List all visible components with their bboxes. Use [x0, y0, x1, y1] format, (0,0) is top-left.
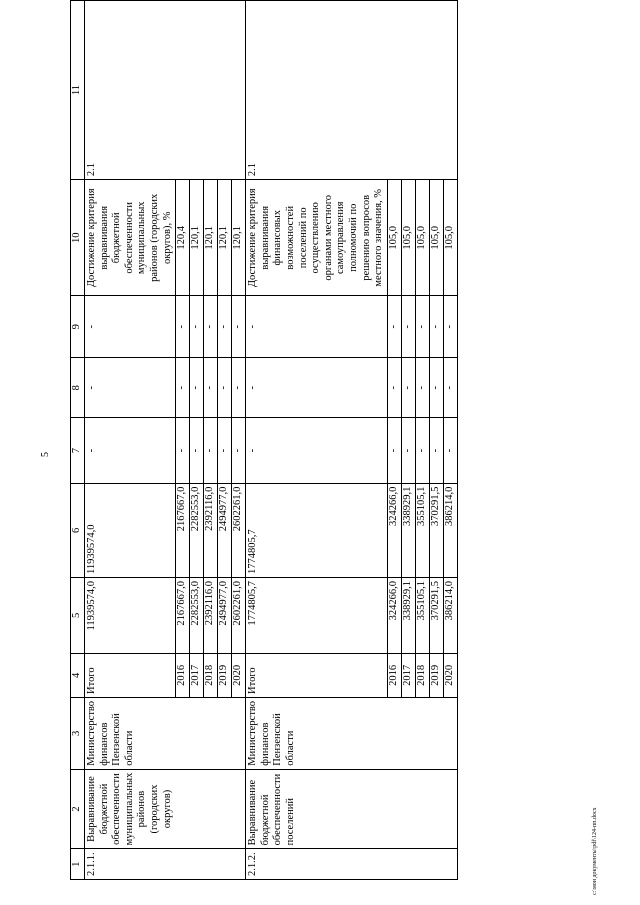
value-cell: - [415, 296, 429, 357]
row-name: Выравнивание бюджетной обеспеченности муниципальных районов (городских округов) [85, 769, 246, 849]
value-cell: 105,0 [415, 180, 429, 296]
header-cell: 4 [71, 653, 85, 697]
year-cell: 2020 [443, 653, 457, 697]
header-cell: 11 [71, 1, 85, 180]
value-cell: - [204, 357, 218, 418]
header-cell: 1 [71, 849, 85, 880]
value-cell: 105,0 [429, 180, 443, 296]
total-label: Итого [85, 653, 176, 697]
year-cell: 2018 [204, 653, 218, 697]
value-cell: - [176, 357, 190, 418]
value-cell: - [232, 357, 246, 418]
value-cell: - [401, 357, 415, 418]
header-cell: 5 [71, 578, 85, 654]
year-cell: 2016 [176, 653, 190, 697]
header-cell: 9 [71, 296, 85, 357]
value-cell: - [176, 296, 190, 357]
value-cell: - [190, 296, 204, 357]
value-cell: 105,0 [401, 180, 415, 296]
value-cell: 2494977,0 [218, 483, 232, 577]
value-cell: - [429, 296, 443, 357]
year-cell: 2016 [387, 653, 401, 697]
value-cell: 338929,1 [401, 483, 415, 577]
indicator-text: Достижение критерия выравнивания финансовых возможностей поселений по осуществлению органами местного самоуправления полномочий по решению вопросов местного значения, % [246, 180, 388, 296]
value-cell: 120,1 [190, 180, 204, 296]
header-cell: 8 [71, 357, 85, 418]
indicator-text: Достижение критерия выравнивания бюджетной обеспеченности муниципальных районов (городских округов), % [85, 180, 176, 296]
value-cell: - [204, 418, 218, 483]
value-cell: 120,1 [218, 180, 232, 296]
value-cell: - [218, 296, 232, 357]
value-cell: - [387, 296, 401, 357]
value-cell: 370291,5 [429, 483, 443, 577]
value-cell: 2282553,0 [190, 483, 204, 577]
value-cell: 355105,1 [415, 578, 429, 654]
value-cell: 2392116,0 [204, 483, 218, 577]
value-cell: - [204, 296, 218, 357]
total-value: - [246, 357, 388, 418]
total-value: - [85, 418, 176, 483]
value-cell: - [401, 296, 415, 357]
value-cell: 2602261,0 [232, 483, 246, 577]
value-cell: 2167667,0 [176, 578, 190, 654]
value-cell: 120,1 [204, 180, 218, 296]
value-cell: 386214,0 [443, 578, 457, 654]
value-cell: - [443, 357, 457, 418]
value-cell: 2282553,0 [190, 578, 204, 654]
total-value: - [85, 296, 176, 357]
value-cell: 2602261,0 [232, 578, 246, 654]
value-cell: - [190, 357, 204, 418]
row-link: 2.1 [85, 1, 246, 180]
row-executor: Министерство финансов Пензенской области [246, 697, 458, 769]
value-cell: 2494977,0 [218, 578, 232, 654]
total-value: - [246, 296, 388, 357]
row-code: 2.1.1. [85, 849, 246, 880]
value-cell: - [415, 357, 429, 418]
value-cell: 355105,1 [415, 483, 429, 577]
value-cell: - [443, 418, 457, 483]
header-cell: 7 [71, 418, 85, 483]
year-cell: 2017 [401, 653, 415, 697]
value-cell: 370291,5 [429, 578, 443, 654]
total-value: 1774805,7 [246, 483, 388, 577]
row-link: 2.1 [246, 1, 458, 180]
value-cell: - [429, 418, 443, 483]
value-cell: 338929,1 [401, 578, 415, 654]
value-cell: 324266,0 [387, 483, 401, 577]
program-table [70, 0, 458, 880]
value-cell: - [387, 357, 401, 418]
value-cell: - [415, 418, 429, 483]
value-cell: - [218, 357, 232, 418]
total-value: - [246, 418, 388, 483]
page-number: 5 [40, 452, 51, 457]
value-cell: - [232, 296, 246, 357]
total-value: 11939574,0 [85, 578, 176, 654]
table-row [246, 1, 388, 880]
value-cell: 2392116,0 [204, 578, 218, 654]
header-cell: 6 [71, 483, 85, 577]
year-cell: 2019 [218, 653, 232, 697]
value-cell: - [401, 418, 415, 483]
value-cell: - [443, 296, 457, 357]
row-code: 2.1.2. [246, 849, 458, 880]
value-cell: 105,0 [387, 180, 401, 296]
footer-file-path: c:\мои документы\pdf\124-пп.docx [592, 807, 598, 895]
year-cell: 2018 [415, 653, 429, 697]
header-row [71, 1, 85, 880]
header-cell: 2 [71, 769, 85, 849]
header-cell: 10 [71, 180, 85, 296]
value-cell: - [387, 418, 401, 483]
value-cell: 120,1 [232, 180, 246, 296]
total-value: 11939574,0 [85, 483, 176, 577]
value-cell: - [429, 357, 443, 418]
table-row [85, 1, 176, 880]
header-cell: 3 [71, 697, 85, 769]
total-value: 1774805,7 [246, 578, 388, 654]
value-cell: 386214,0 [443, 483, 457, 577]
value-cell: - [218, 418, 232, 483]
value-cell: 120,4 [176, 180, 190, 296]
year-cell: 2020 [232, 653, 246, 697]
total-label: Итого [246, 653, 388, 697]
row-name: Выравнивание бюджетной обеспеченности поселений [246, 769, 458, 849]
value-cell: 2167667,0 [176, 483, 190, 577]
year-cell: 2017 [190, 653, 204, 697]
value-cell: 105,0 [443, 180, 457, 296]
total-value: - [85, 357, 176, 418]
value-cell: 324266,0 [387, 578, 401, 654]
value-cell: - [190, 418, 204, 483]
value-cell: - [176, 418, 190, 483]
row-executor: Министерство финансов Пензенской области [85, 697, 246, 769]
year-cell: 2019 [429, 653, 443, 697]
value-cell: - [232, 418, 246, 483]
